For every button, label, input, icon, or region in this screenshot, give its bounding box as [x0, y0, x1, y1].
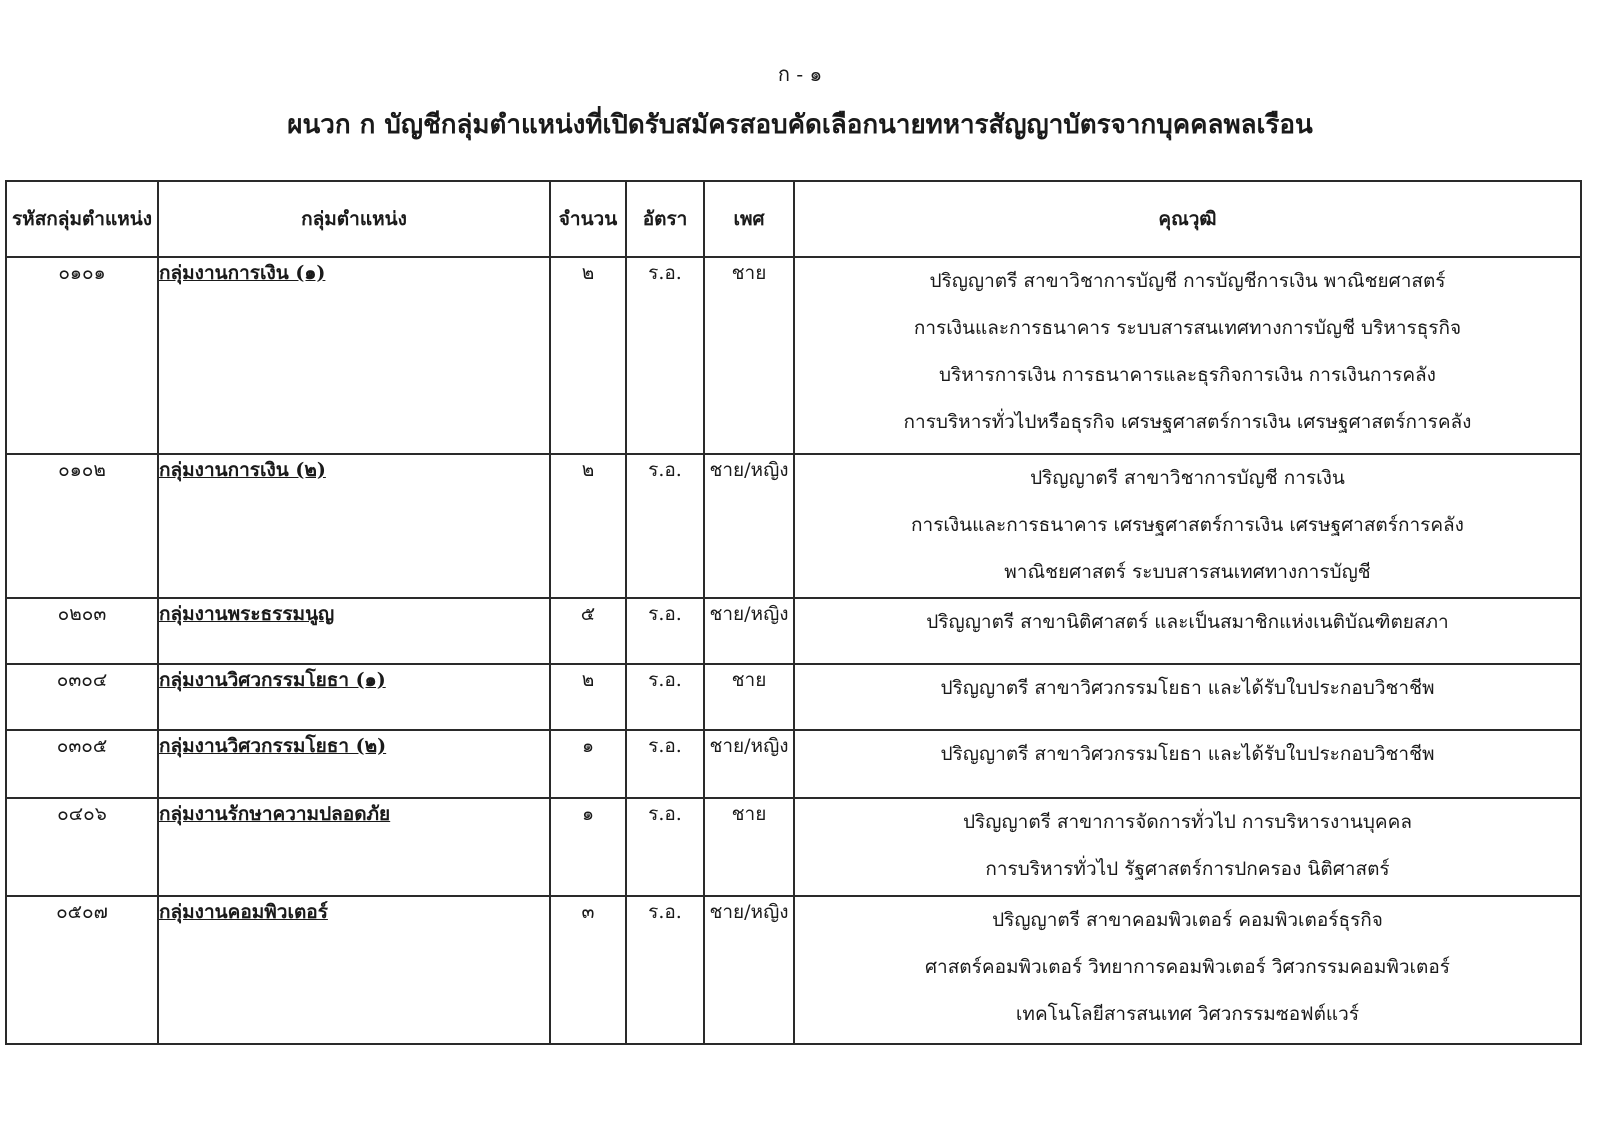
table-header-row — [6, 181, 1581, 257]
header-sex: เพศ — [704, 181, 794, 257]
cell-rate: ร.อ. — [626, 798, 704, 896]
qualification-line: การบริหารทั่วไป รัฐศาสตร์การปกครอง นิติศาสตร์ — [985, 858, 1390, 880]
cell-qualification — [794, 598, 1581, 664]
cell-code: ๐๔๐๖ — [6, 798, 158, 896]
cell-qualification — [794, 798, 1581, 896]
qualification-line: ปริญญาตรี สาขาวิชาการบัญชี การบัญชีการเงิน พาณิชยศาสตร์ — [929, 270, 1446, 292]
cell-count: ๒ — [550, 664, 626, 730]
cell-rate: ร.อ. — [626, 454, 704, 598]
cell-sex: ชาย/หญิง — [704, 598, 794, 664]
qualification-line: ศาสตร์คอมพิวเตอร์ วิทยาการคอมพิวเตอร์ วิศวกรรมคอมพิวเตอร์ — [924, 956, 1451, 978]
cell-code: ๐๕๐๗ — [6, 896, 158, 1044]
qualification-line: การเงินและการธนาคาร ระบบสารสนเทศทางการบัญชี บริหารธุรกิจ — [913, 317, 1462, 339]
qualification-line: ปริญญาตรี สาขาการจัดการทั่วไป การบริหารงานบุคคล — [963, 811, 1412, 833]
cell-group: กลุ่มงานวิศวกรรมโยธา (๑) — [158, 664, 550, 730]
cell-code: ๐๑๐๑ — [6, 257, 158, 454]
cell-group: กลุ่มงานพระธรรมนูญ — [158, 598, 550, 664]
qualification-line: ปริญญาตรี สาขาคอมพิวเตอร์ คอมพิวเตอร์ธุรกิจ — [992, 909, 1383, 931]
cell-sex: ชาย — [704, 664, 794, 730]
cell-rate: ร.อ. — [626, 598, 704, 664]
cell-code: ๐๒๐๓ — [6, 598, 158, 664]
qualification-line: การบริหารทั่วไปหรือธุรกิจ เศรษฐศาสตร์การเงิน เศรษฐศาสตร์การคลัง — [903, 411, 1472, 433]
header-rate: อัตรา — [626, 181, 704, 257]
cell-sex: ชาย/หญิง — [704, 730, 794, 798]
table-row — [6, 257, 1581, 454]
cell-count: ๓ — [550, 896, 626, 1044]
table-row — [6, 598, 1581, 664]
cell-sex: ชาย/หญิง — [704, 896, 794, 1044]
page-number: ก - ๑ — [777, 62, 823, 86]
cell-qualification — [794, 454, 1581, 598]
qualification-line: ปริญญาตรี สาขาวิชาการบัญชี การเงิน — [1030, 467, 1345, 489]
qualification-line: ปริญญาตรี สาขาวิศวกรรมโยธา และได้รับใบประกอบวิชาชีพ — [940, 743, 1435, 765]
table-row — [6, 798, 1581, 896]
cell-count: ๑ — [550, 798, 626, 896]
cell-rate: ร.อ. — [626, 664, 704, 730]
cell-code: ๐๑๐๒ — [6, 454, 158, 598]
cell-group: กลุ่มงานการเงิน (๒) — [158, 454, 550, 598]
header-group: กลุ่มตำแหน่ง — [158, 181, 550, 257]
cell-group: กลุ่มงานคอมพิวเตอร์ — [158, 896, 550, 1044]
header-count: จำนวน — [550, 181, 626, 257]
cell-rate: ร.อ. — [626, 257, 704, 454]
qualification-line: เทคโนโลยีสารสนเทศ วิศวกรรมซอฟต์แวร์ — [1015, 1003, 1360, 1025]
cell-group: กลุ่มงานวิศวกรรมโยธา (๒) — [158, 730, 550, 798]
cell-code: ๐๓๐๕ — [6, 730, 158, 798]
cell-rate: ร.อ. — [626, 896, 704, 1044]
cell-qualification — [794, 730, 1581, 798]
cell-qualification — [794, 896, 1581, 1044]
cell-group: กลุ่มงานรักษาความปลอดภัย — [158, 798, 550, 896]
qualification-line: พาณิชยศาสตร์ ระบบสารสนเทศทางการบัญชี — [1004, 561, 1371, 583]
cell-sex: ชาย — [704, 257, 794, 454]
document-title: ผนวก ก บัญชีกลุ่มตำแหน่งที่เปิดรับสมัครสอบคัดเลือกนายทหารสัญญาบัตรจากบุคคลพลเรือน — [287, 110, 1313, 140]
cell-qualification — [794, 664, 1581, 730]
header-code: รหัสกลุ่มตำแหน่ง — [6, 181, 158, 257]
cell-group: กลุ่มงานการเงิน (๑) — [158, 257, 550, 454]
cell-count: ๕ — [550, 598, 626, 664]
cell-count: ๒ — [550, 257, 626, 454]
table-row — [6, 896, 1581, 1044]
table-row — [6, 454, 1581, 598]
cell-qualification — [794, 257, 1581, 454]
cell-code: ๐๓๐๔ — [6, 664, 158, 730]
positions-table — [5, 180, 1582, 1045]
cell-count: ๒ — [550, 454, 626, 598]
table-row — [6, 730, 1581, 798]
cell-sex: ชาย — [704, 798, 794, 896]
qualification-line: ปริญญาตรี สาขาวิศวกรรมโยธา และได้รับใบประกอบวิชาชีพ — [940, 677, 1435, 699]
header-qualification: คุณวุฒิ — [794, 181, 1581, 257]
cell-sex: ชาย/หญิง — [704, 454, 794, 598]
qualification-line: ปริญญาตรี สาขานิติศาสตร์ และเป็นสมาชิกแห่งเนติบัณฑิตยสภา — [926, 611, 1449, 633]
qualification-line: บริหารการเงิน การธนาคารและธุรกิจการเงิน การเงินการคลัง — [939, 364, 1436, 386]
qualification-line: การเงินและการธนาคาร เศรษฐศาสตร์การเงิน เศรษฐศาสตร์การคลัง — [911, 514, 1464, 536]
table-row — [6, 664, 1581, 730]
cell-rate: ร.อ. — [626, 730, 704, 798]
cell-count: ๑ — [550, 730, 626, 798]
